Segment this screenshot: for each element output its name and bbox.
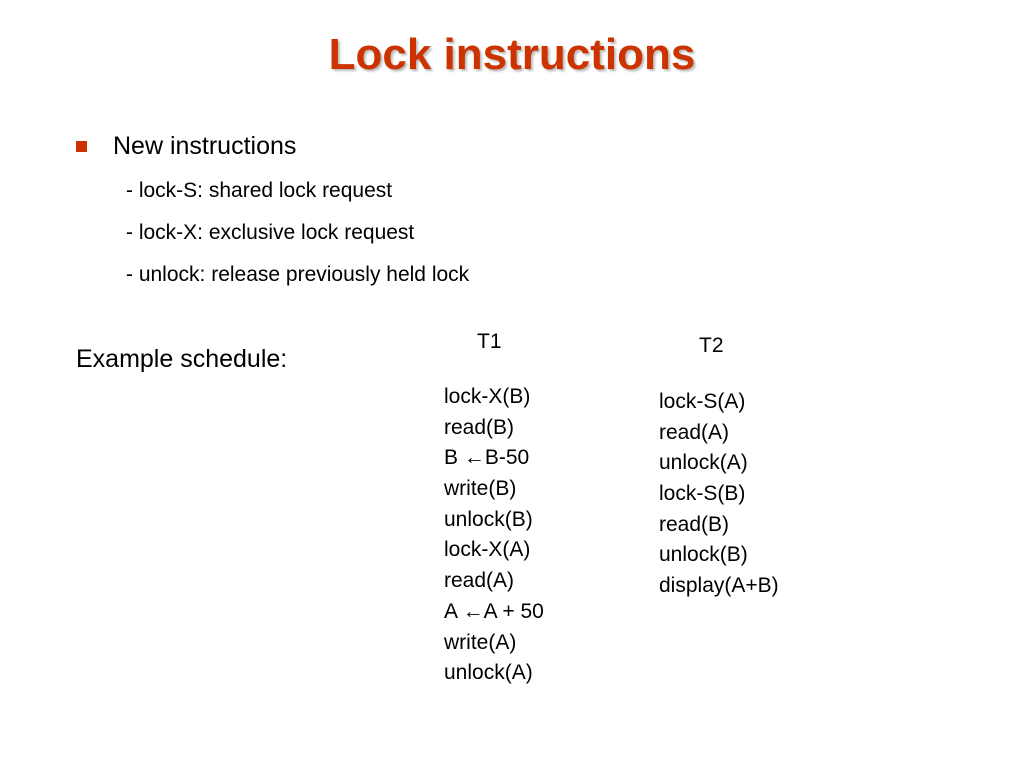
t2-step: unlock(B) <box>659 543 748 567</box>
t1-step: lock-X(B) <box>444 385 531 408</box>
t2-instruction-list <box>659 389 779 604</box>
sub-item-unlock: - unlock: release previously held lock <box>126 263 470 286</box>
t1-step: B ←B-50 <box>444 446 530 470</box>
t1-step: lock-X(A) <box>444 538 531 562</box>
t1-header: T1 <box>477 330 502 353</box>
bullet-new-instructions <box>76 132 296 161</box>
t2-step: lock-S(B) <box>659 482 746 506</box>
t1-step: read(B) <box>444 415 515 439</box>
t2-step: read(B) <box>659 512 730 536</box>
t1-step: unlock(B) <box>444 507 533 531</box>
t1-step: write(A) <box>444 630 517 654</box>
sub-item-lock-x: - lock-X: exclusive lock request <box>126 221 415 244</box>
t2-step: display(A+B) <box>659 574 779 598</box>
t1-step: unlock(A) <box>444 661 533 685</box>
t2-header: T2 <box>699 334 724 357</box>
t1-step: read(A) <box>444 569 515 593</box>
sub-item-lock-s: - lock-S: shared lock request <box>126 179 393 202</box>
t1-step: A ←A + 50 <box>444 599 544 623</box>
bullet-text: New instructions <box>113 132 297 160</box>
example-schedule-label: Example schedule: <box>76 345 288 373</box>
slide-title: Lock instructions <box>328 30 696 79</box>
t2-step: unlock(A) <box>659 451 748 475</box>
square-bullet-icon <box>76 141 87 152</box>
t2-step: read(A) <box>659 420 730 444</box>
instruction-sub-list <box>126 177 469 303</box>
t1-instruction-list <box>444 384 544 691</box>
t1-step: write(B) <box>444 477 517 501</box>
t2-step: lock-S(A) <box>659 390 746 413</box>
